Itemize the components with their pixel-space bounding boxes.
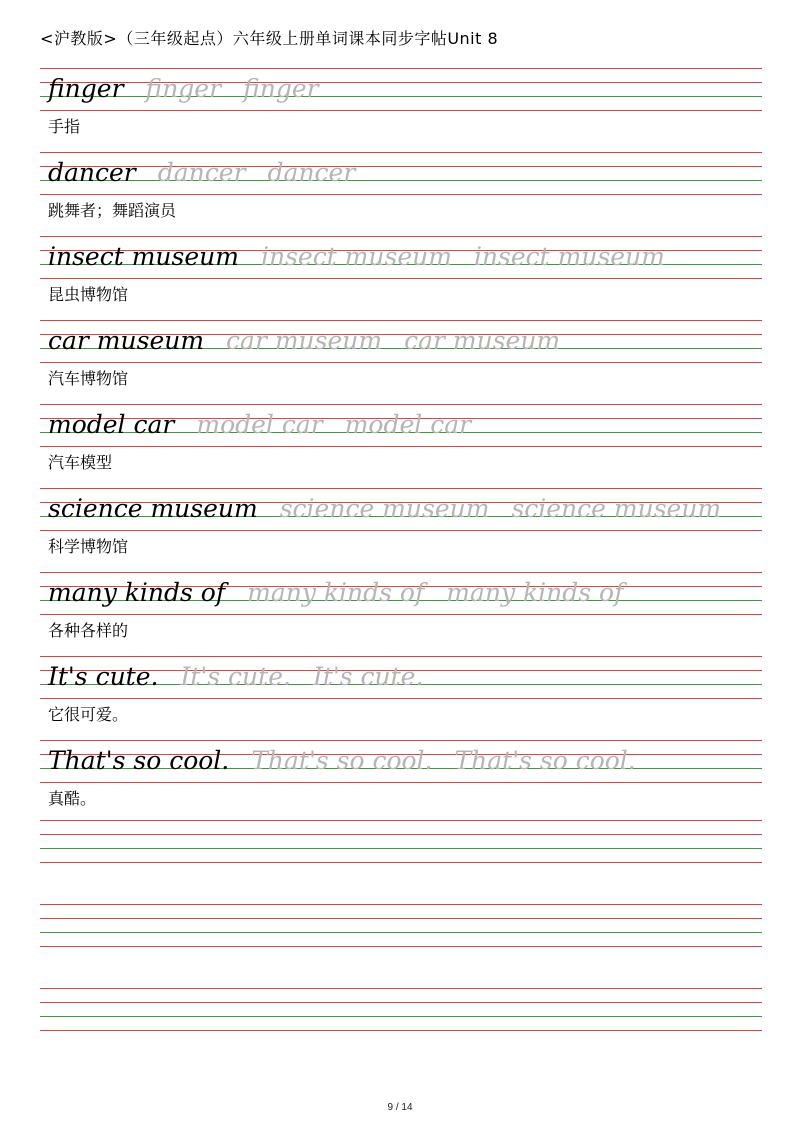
model-word: science museum bbox=[48, 494, 258, 523]
red-guideline bbox=[40, 614, 762, 615]
trace-word: insect museum bbox=[473, 242, 665, 271]
trace-word: science museum bbox=[279, 494, 490, 523]
red-guideline bbox=[40, 904, 762, 905]
writing-row bbox=[48, 237, 665, 277]
chinese-meaning: 手指 bbox=[48, 117, 81, 136]
red-guideline bbox=[40, 1030, 762, 1031]
practice-entry bbox=[40, 572, 762, 656]
trace-word: model car bbox=[344, 410, 472, 439]
trace-word: car museum bbox=[404, 326, 561, 355]
model-word: finger bbox=[48, 74, 124, 103]
red-guideline bbox=[40, 698, 762, 699]
practice-entry bbox=[40, 152, 762, 236]
page-number: 9 / 14 bbox=[387, 1102, 413, 1113]
red-guideline bbox=[40, 194, 762, 195]
page-title: <沪教版>（三年级起点）六年级上册单词课本同步字帖Unit 8 bbox=[40, 29, 499, 48]
writing-row bbox=[48, 741, 636, 781]
red-guideline bbox=[40, 1002, 762, 1003]
writing-row bbox=[48, 573, 623, 613]
trace-word: science museum bbox=[511, 494, 722, 523]
trace-word: many kinds of bbox=[446, 578, 624, 607]
blank-practice-lines bbox=[40, 988, 762, 1072]
model-word: many kinds of bbox=[48, 578, 226, 607]
trace-word: That's so cool. bbox=[454, 746, 636, 775]
chinese-meaning: 昆虫博物馆 bbox=[48, 285, 129, 304]
red-guideline bbox=[40, 918, 762, 919]
writing-row bbox=[48, 321, 560, 361]
red-guideline bbox=[40, 834, 762, 835]
red-guideline bbox=[40, 988, 762, 989]
practice-entry bbox=[40, 236, 762, 320]
chinese-meaning: 科学博物馆 bbox=[48, 537, 129, 556]
model-word: car museum bbox=[48, 326, 205, 355]
writing-row bbox=[48, 153, 355, 193]
trace-word: dancer bbox=[267, 158, 356, 187]
chinese-meaning: 它很可爱。 bbox=[48, 705, 129, 724]
red-guideline bbox=[40, 862, 762, 863]
red-guideline bbox=[40, 530, 762, 531]
trace-word: insect museum bbox=[260, 242, 452, 271]
chinese-meaning: 汽车模型 bbox=[48, 453, 113, 472]
trace-word: many kinds of bbox=[247, 578, 425, 607]
trace-word: finger bbox=[243, 74, 319, 103]
writing-row bbox=[48, 405, 471, 445]
red-guideline bbox=[40, 782, 762, 783]
writing-row bbox=[48, 69, 319, 109]
practice-entry bbox=[40, 320, 762, 404]
chinese-meaning: 汽车博物馆 bbox=[48, 369, 129, 388]
model-word: That's so cool. bbox=[48, 746, 230, 775]
practice-entry bbox=[40, 488, 762, 572]
practice-entry bbox=[40, 740, 762, 824]
red-guideline bbox=[40, 446, 762, 447]
writing-row bbox=[48, 657, 423, 697]
practice-entry bbox=[40, 404, 762, 488]
trace-word: It's cute. bbox=[180, 662, 291, 691]
red-guideline bbox=[40, 820, 762, 821]
trace-word: It's cute. bbox=[312, 662, 424, 691]
model-word: model car bbox=[48, 410, 175, 439]
red-guideline bbox=[40, 946, 762, 947]
model-word: insect museum bbox=[48, 242, 239, 271]
blank-practice-lines bbox=[40, 820, 762, 904]
green-baseline bbox=[40, 932, 762, 933]
chinese-meaning: 跳舞者；舞蹈演员 bbox=[48, 201, 177, 220]
trace-word: finger bbox=[145, 74, 222, 103]
blank-practice-lines bbox=[40, 904, 762, 988]
trace-word: model car bbox=[196, 410, 323, 439]
trace-word: dancer bbox=[157, 158, 246, 187]
green-baseline bbox=[40, 1016, 762, 1017]
red-guideline bbox=[40, 362, 762, 363]
green-baseline bbox=[40, 848, 762, 849]
red-guideline bbox=[40, 278, 762, 279]
red-guideline bbox=[40, 110, 762, 111]
chinese-meaning: 真酷。 bbox=[48, 789, 97, 808]
practice-entry bbox=[40, 656, 762, 740]
writing-row bbox=[48, 489, 721, 529]
trace-word: That's so cool. bbox=[251, 746, 433, 775]
model-word: dancer bbox=[48, 158, 136, 187]
chinese-meaning: 各种各样的 bbox=[48, 621, 129, 640]
practice-entry bbox=[40, 68, 762, 152]
model-word: It's cute. bbox=[48, 662, 159, 691]
trace-word: car museum bbox=[226, 326, 383, 355]
